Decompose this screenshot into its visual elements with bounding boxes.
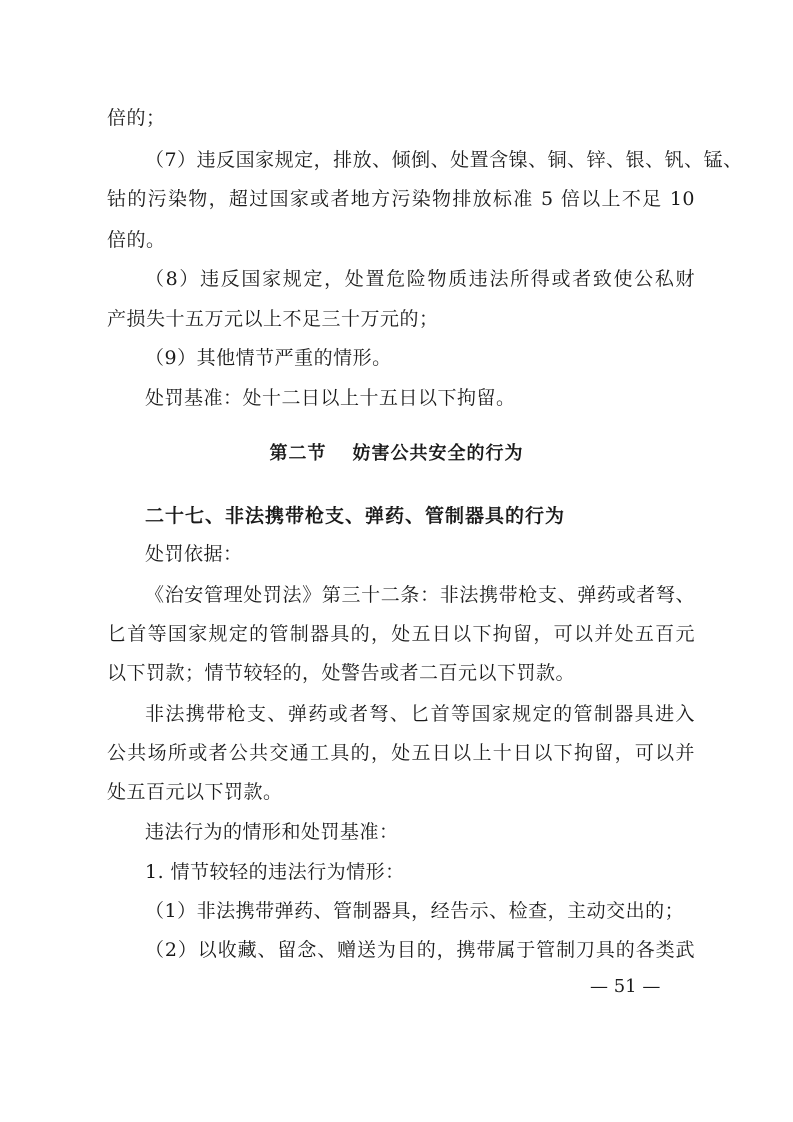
text-line: （2）以收藏、留念、赠送为目的，携带属于管制刀具的各类武 — [145, 939, 695, 961]
text-line: 处罚依据： — [145, 543, 243, 565]
text-line: 倍的。 — [107, 229, 166, 251]
section-number: 第二节 — [269, 443, 327, 464]
text-line: 公共场所或者公共交通工具的，处五日以上十日以下拘留，可以并 — [107, 742, 695, 764]
text-line: 钴的污染物，超过国家或者地方污染物排放标准 5 倍以上不足 10 — [107, 188, 695, 210]
text-line: 以下罚款；情节较轻的，处警告或者二百元以下罚款。 — [107, 662, 576, 684]
text-line: 产损失十五万元以上不足三十万元的； — [107, 308, 439, 330]
item-heading: 二十七、非法携带枪支、弹药、管制器具的行为 — [145, 505, 566, 527]
text-line: 匕首等国家规定的管制器具的，处五日以下拘留，可以并处五百元 — [107, 623, 695, 645]
page-number: — 51 — — [590, 976, 661, 997]
text-line: 1. 情节较轻的违法行为情形： — [145, 861, 405, 883]
section-title — [0, 442, 793, 466]
text-line: （9）其他情节严重的情形。 — [145, 347, 392, 369]
text-line: 违法行为的情形和处罚基准： — [145, 821, 399, 843]
text-line: （7）违反国家规定，排放、倾倒、处置含镍、铜、锌、银、钒、锰、 — [145, 149, 743, 171]
text-line: 非法携带枪支、弹药或者弩、匕首等国家规定的管制器具进入 — [145, 703, 695, 725]
section-name: 妨害公共安全的行为 — [352, 443, 524, 464]
text-line: 倍的； — [107, 107, 166, 129]
text-line: （1）非法携带弹药、管制器具，经告示、检查，主动交出的； — [145, 900, 685, 922]
text-line: 处五百元以下罚款。 — [107, 781, 283, 803]
text-line: 《治安管理处罚法》第三十二条：非法携带枪支、弹药或者弩、 — [145, 584, 695, 606]
text-line: 处罚基准：处十二日以上十五日以下拘留。 — [145, 387, 516, 409]
text-line: （8）违反国家规定，处置危险物质违法所得或者致使公私财 — [145, 268, 695, 290]
